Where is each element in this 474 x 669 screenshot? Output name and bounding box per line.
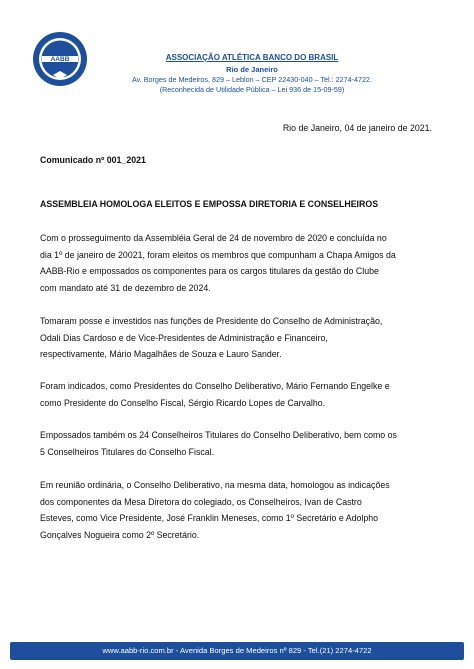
letterhead	[100, 52, 404, 95]
document-heading: ASSEMBLEIA HOMOLOGA ELEITOS E EMPOSSA DIRETORIA E CONSELHEIROS	[40, 199, 379, 209]
paragraph-4	[40, 427, 440, 460]
paragraph-2	[40, 313, 440, 363]
paragraph-line: Esteves, como Vice Presidente, José Franklin Meneses, como 1º Secretário e Adolpho	[40, 513, 378, 524]
association-address: Av. Borges de Medeiros, 829 – Leblon – CEP 22430-040 – Tel.: 2274-4722.	[131, 75, 373, 84]
paragraph-line: 5 Conselheiros Titulares do Conselho Fiscal.	[40, 446, 215, 457]
aabb-logo	[31, 30, 89, 88]
paragraph-line: com mandato até 31 de dezembro de 2024.	[40, 283, 211, 294]
communique-reference: Comunicado nº 001_2021	[40, 155, 146, 165]
paragraph-3	[40, 378, 440, 411]
paragraph-line: Tomaram posse e investidos nas funções de Presidente do Conselho de Administração,	[40, 316, 383, 326]
logo-lettering: AABB	[50, 56, 70, 64]
footer-contact: www.aabb-rio.com.br - Avenida Borges de Medeiros nº 829 - Tel.(21) 2274-4722	[102, 646, 372, 655]
paragraph-line: dos componentes da Mesa Diretora do colegiado, os Conselheiros, Ivan de Castro	[40, 496, 362, 507]
paragraph-line: Odali Dias Cardoso e de Vice-Presidentes de Administração e Financeiro,	[40, 332, 328, 343]
paragraph-line: dia 1º de janeiro de 20021, foram eleitos os membros que compunham a Chapa Amigos da	[40, 249, 396, 260]
paragraph-line: Com o prosseguimento da Assembléia Geral de 24 de novembro de 2020 e concluída no	[40, 233, 387, 243]
association-recognition: (Reconhecida de Utilidade Pública – Lei 936 de 15-09-59)	[159, 85, 345, 94]
association-city: Rio de Janeiro	[226, 65, 278, 74]
paragraph-line: Empossados também os 24 Conselheiros Titulares do Conselho Deliberativo, bem como os	[40, 430, 397, 440]
paragraph-line: respectivamente, Mário Magalhães de Souza e Lauro Sander.	[40, 349, 282, 360]
paragraph-line: Gonçalves Nogueira como 2º Secretário.	[40, 530, 200, 541]
paragraph-line: como Presidente do Conselho Fiscal, Sérgio Ricardo Lopes de Carvalho.	[40, 397, 326, 408]
paragraph-line: Em reunião ordinária, o Conselho Deliberativo, na mesma data, homologou as indicações	[40, 480, 390, 490]
paragraph-line: Foram indicados, como Presidentes do Conselho Deliberativo, Mário Fernando Engelke e	[40, 381, 390, 391]
association-name: ASSOCIAÇÃO ATLÉTICA BANCO DO BRASIL	[165, 53, 339, 62]
paragraph-line: AABB-Rio e empossados os componentes para os cargos titulares da gestão do Clube	[40, 266, 379, 277]
paragraph-5	[40, 477, 440, 544]
paragraph-1	[40, 230, 440, 297]
document-date: Rio de Janeiro, 04 de janeiro de 2021.	[282, 123, 432, 133]
